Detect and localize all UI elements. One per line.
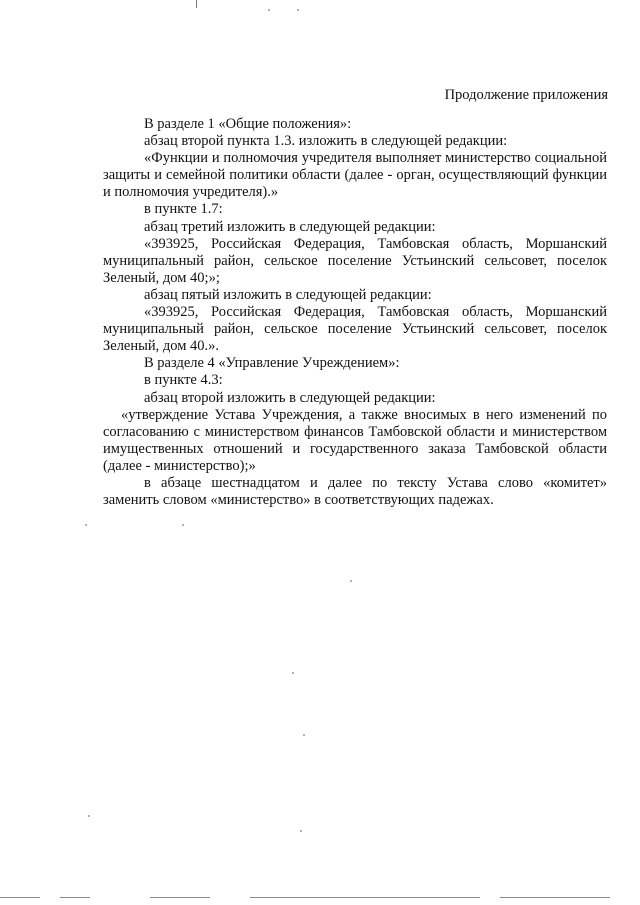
- scan-speck: [297, 9, 299, 11]
- paragraph-item-4-3: в пункте 4.3:: [144, 372, 223, 389]
- document-body: [103, 116, 607, 509]
- page-header-title: Продолжение приложения: [444, 87, 608, 103]
- scan-speck: [85, 524, 87, 526]
- scan-speck: [300, 830, 302, 832]
- paragraph-item-1-3: абзац второй пункта 1.3. изложить в следующей редакции:: [144, 133, 508, 150]
- paragraph-third-abzac: абзац третий изложить в следующей редакции:: [144, 218, 436, 235]
- paragraph-section-1-heading: В разделе 1 «Общие положения»:: [144, 116, 352, 132]
- scan-edge-line: [250, 897, 480, 898]
- scan-edge-line: [60, 897, 90, 898]
- scan-speck: [182, 524, 184, 526]
- scan-speck: [292, 672, 294, 674]
- paragraph-second-abzac: абзац второй изложить в следующей редакции:: [144, 389, 436, 406]
- scan-mark-top: [196, 0, 197, 8]
- paragraph-fifth-abzac: абзац пятый изложить в следующей редакции:: [144, 286, 432, 303]
- scan-edge-line: [150, 897, 210, 898]
- paragraph-quote-address-2: «393925, Российская Федерация, Тамбовская область, Моршанский муниципальный район, сельское поселение Устьинский сельсовет, поселок Зеленый, дом 40.».: [103, 304, 607, 355]
- paragraph-replace-word: в абзаце шестнадцатом и далее по тексту Устава слово «комитет» заменить словом «министерство» в соответствующих падежах.: [103, 474, 607, 509]
- paragraph-quote-address-1: «393925, Российская Федерация, Тамбовская область, Моршанский муниципальный район, сельское поселение Устьинский сельсовет, поселок Зеленый, дом 40;»;: [103, 235, 607, 286]
- scan-speck: [88, 815, 90, 817]
- paragraph-section-4-heading: В разделе 4 «Управление Учреждением»:: [144, 355, 400, 372]
- paragraph-item-1-7: в пункте 1.7:: [144, 201, 223, 218]
- scan-edge-line: [0, 897, 40, 898]
- paragraph-quote-functions: «Функции и полномочия учредителя выполняет министерство социальной защиты и семейной политики области (далее - орган, осуществляющий функции и полномочия учредителя).»: [103, 150, 607, 201]
- scan-speck: [303, 734, 305, 736]
- scan-edge-line: [500, 897, 610, 898]
- paragraph-quote-charter-approval: «утверждение Устава Учреждения, а также вносимых в него изменений по согласованию с министерством финансов Тамбовской области и министерством имущественных отношений и государственного заказа Тамбовской области (далее - министерство);»: [103, 406, 607, 474]
- scan-speck: [268, 9, 270, 11]
- scan-speck: [350, 580, 352, 582]
